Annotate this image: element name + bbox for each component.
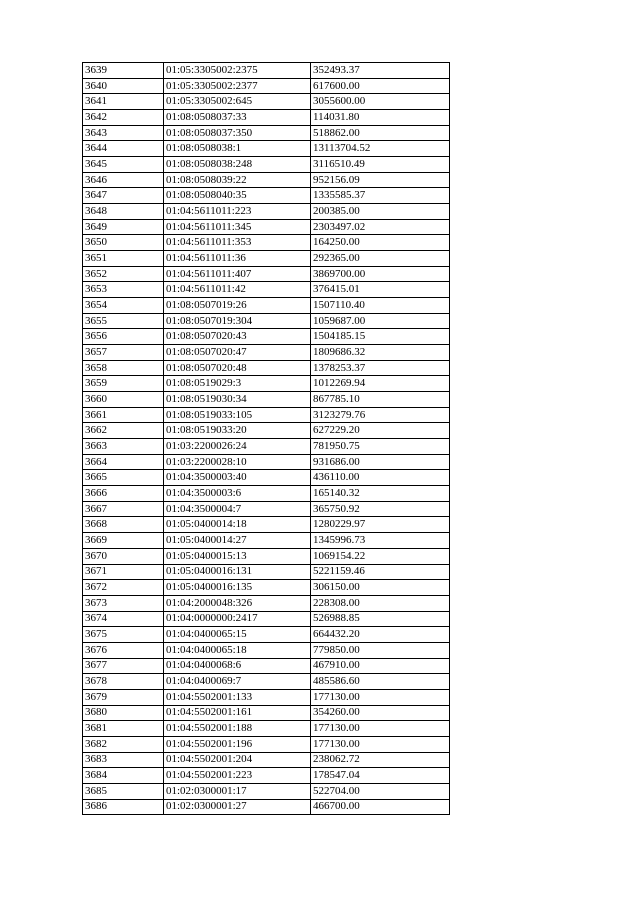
table-row bbox=[83, 674, 450, 690]
value-cell: 2303497.02 bbox=[311, 219, 450, 235]
table-row bbox=[83, 783, 450, 799]
row-number-cell: 3657 bbox=[83, 345, 164, 361]
row-number-cell: 3673 bbox=[83, 595, 164, 611]
row-number-cell: 3652 bbox=[83, 266, 164, 282]
value-cell: 306150.00 bbox=[311, 580, 450, 596]
value-cell: 114031.80 bbox=[311, 110, 450, 126]
table-row bbox=[83, 423, 450, 439]
value-cell: 177130.00 bbox=[311, 721, 450, 737]
row-number-cell: 3643 bbox=[83, 125, 164, 141]
cadastral-number-cell: 01:08:0508037:33 bbox=[164, 110, 311, 126]
cadastral-number-cell: 01:04:5502001:196 bbox=[164, 736, 311, 752]
table-row bbox=[83, 689, 450, 705]
value-cell: 466700.00 bbox=[311, 799, 450, 815]
value-cell: 354260.00 bbox=[311, 705, 450, 721]
cadastral-number-cell: 01:02:0300001:27 bbox=[164, 799, 311, 815]
value-cell: 518862.00 bbox=[311, 125, 450, 141]
table-row bbox=[83, 392, 450, 408]
value-cell: 3116510.49 bbox=[311, 157, 450, 173]
row-number-cell: 3641 bbox=[83, 94, 164, 110]
cadastral-number-cell: 01:05:3305002:645 bbox=[164, 94, 311, 110]
table-row bbox=[83, 188, 450, 204]
value-cell: 1280229.97 bbox=[311, 517, 450, 533]
row-number-cell: 3644 bbox=[83, 141, 164, 157]
value-cell: 1809686.32 bbox=[311, 345, 450, 361]
table-row bbox=[83, 235, 450, 251]
value-cell: 3869700.00 bbox=[311, 266, 450, 282]
table-row bbox=[83, 580, 450, 596]
cadastral-number-cell: 01:04:5611011:345 bbox=[164, 219, 311, 235]
row-number-cell: 3682 bbox=[83, 736, 164, 752]
row-number-cell: 3647 bbox=[83, 188, 164, 204]
row-number-cell: 3667 bbox=[83, 501, 164, 517]
row-number-cell: 3685 bbox=[83, 783, 164, 799]
cadastral-number-cell: 01:05:0400016:135 bbox=[164, 580, 311, 596]
cadastral-number-cell: 01:08:0519033:105 bbox=[164, 407, 311, 423]
value-cell: 13113704.52 bbox=[311, 141, 450, 157]
value-cell: 3123279.76 bbox=[311, 407, 450, 423]
cadastral-number-cell: 01:04:5611011:353 bbox=[164, 235, 311, 251]
row-number-cell: 3669 bbox=[83, 533, 164, 549]
cadastral-number-cell: 01:05:0400015:13 bbox=[164, 548, 311, 564]
cadastral-number-cell: 01:08:0507020:43 bbox=[164, 329, 311, 345]
row-number-cell: 3675 bbox=[83, 627, 164, 643]
cadastral-number-cell: 01:02:0300001:17 bbox=[164, 783, 311, 799]
row-number-cell: 3674 bbox=[83, 611, 164, 627]
cadastral-number-cell: 01:04:2000048:326 bbox=[164, 595, 311, 611]
value-cell: 467910.00 bbox=[311, 658, 450, 674]
cadastral-number-cell: 01:04:5611011:42 bbox=[164, 282, 311, 298]
row-number-cell: 3670 bbox=[83, 548, 164, 564]
table-row bbox=[83, 376, 450, 392]
row-number-cell: 3676 bbox=[83, 642, 164, 658]
cadastral-number-cell: 01:05:0400016:131 bbox=[164, 564, 311, 580]
value-cell: 867785.10 bbox=[311, 392, 450, 408]
cadastral-number-cell: 01:04:0000000:2417 bbox=[164, 611, 311, 627]
table-row bbox=[83, 501, 450, 517]
cadastral-number-cell: 01:05:3305002:2377 bbox=[164, 78, 311, 94]
row-number-cell: 3655 bbox=[83, 313, 164, 329]
row-number-cell: 3649 bbox=[83, 219, 164, 235]
row-number-cell: 3665 bbox=[83, 470, 164, 486]
table-row bbox=[83, 298, 450, 314]
table-row bbox=[83, 752, 450, 768]
cadastral-number-cell: 01:08:0507020:48 bbox=[164, 360, 311, 376]
value-cell: 177130.00 bbox=[311, 689, 450, 705]
row-number-cell: 3645 bbox=[83, 157, 164, 173]
table-row bbox=[83, 360, 450, 376]
value-cell: 436110.00 bbox=[311, 470, 450, 486]
table-row bbox=[83, 94, 450, 110]
cadastral-number-cell: 01:04:5502001:133 bbox=[164, 689, 311, 705]
table-row bbox=[83, 705, 450, 721]
row-number-cell: 3671 bbox=[83, 564, 164, 580]
cadastral-number-cell: 01:03:2200026:24 bbox=[164, 439, 311, 455]
row-number-cell: 3658 bbox=[83, 360, 164, 376]
value-cell: 1069154.22 bbox=[311, 548, 450, 564]
value-cell: 617600.00 bbox=[311, 78, 450, 94]
table-row bbox=[83, 470, 450, 486]
cadastral-number-cell: 01:08:0508038:248 bbox=[164, 157, 311, 173]
table-row bbox=[83, 251, 450, 267]
table-body bbox=[83, 63, 450, 815]
table-row bbox=[83, 533, 450, 549]
table-row bbox=[83, 125, 450, 141]
cadastral-number-cell: 01:08:0508037:350 bbox=[164, 125, 311, 141]
table-row bbox=[83, 721, 450, 737]
row-number-cell: 3646 bbox=[83, 172, 164, 188]
table-row bbox=[83, 407, 450, 423]
value-cell: 1504185.15 bbox=[311, 329, 450, 345]
row-number-cell: 3681 bbox=[83, 721, 164, 737]
table-row bbox=[83, 627, 450, 643]
cadastral-number-cell: 01:04:5611011:36 bbox=[164, 251, 311, 267]
table-row bbox=[83, 266, 450, 282]
value-cell: 522704.00 bbox=[311, 783, 450, 799]
cadastral-number-cell: 01:08:0519033:20 bbox=[164, 423, 311, 439]
value-cell: 952156.09 bbox=[311, 172, 450, 188]
cadastral-number-cell: 01:08:0508038:1 bbox=[164, 141, 311, 157]
row-number-cell: 3640 bbox=[83, 78, 164, 94]
value-cell: 931686.00 bbox=[311, 454, 450, 470]
value-cell: 1507110.40 bbox=[311, 298, 450, 314]
row-number-cell: 3653 bbox=[83, 282, 164, 298]
table-row bbox=[83, 486, 450, 502]
table-row bbox=[83, 219, 450, 235]
cadastral-number-cell: 01:04:5611011:223 bbox=[164, 204, 311, 220]
cadastral-number-cell: 01:08:0508039:22 bbox=[164, 172, 311, 188]
cadastral-number-cell: 01:04:5502001:223 bbox=[164, 768, 311, 784]
value-cell: 1059687.00 bbox=[311, 313, 450, 329]
table-row bbox=[83, 204, 450, 220]
row-number-cell: 3683 bbox=[83, 752, 164, 768]
row-number-cell: 3651 bbox=[83, 251, 164, 267]
cadastral-number-cell: 01:04:3500003:40 bbox=[164, 470, 311, 486]
table-row bbox=[83, 517, 450, 533]
table-row bbox=[83, 172, 450, 188]
value-cell: 485586.60 bbox=[311, 674, 450, 690]
value-cell: 627229.20 bbox=[311, 423, 450, 439]
value-cell: 200385.00 bbox=[311, 204, 450, 220]
table-row bbox=[83, 454, 450, 470]
cadastral-number-cell: 01:04:3500004:7 bbox=[164, 501, 311, 517]
table-row bbox=[83, 110, 450, 126]
value-cell: 292365.00 bbox=[311, 251, 450, 267]
row-number-cell: 3639 bbox=[83, 63, 164, 79]
row-number-cell: 3648 bbox=[83, 204, 164, 220]
cadastral-number-cell: 01:04:3500003:6 bbox=[164, 486, 311, 502]
table-row bbox=[83, 768, 450, 784]
cadastral-number-cell: 01:04:0400068:6 bbox=[164, 658, 311, 674]
value-cell: 228308.00 bbox=[311, 595, 450, 611]
table-row bbox=[83, 595, 450, 611]
cadastral-number-cell: 01:04:5611011:407 bbox=[164, 266, 311, 282]
row-number-cell: 3666 bbox=[83, 486, 164, 502]
table-row bbox=[83, 611, 450, 627]
value-cell: 165140.32 bbox=[311, 486, 450, 502]
row-number-cell: 3668 bbox=[83, 517, 164, 533]
cadastral-number-cell: 01:08:0507020:47 bbox=[164, 345, 311, 361]
table-row bbox=[83, 548, 450, 564]
row-number-cell: 3662 bbox=[83, 423, 164, 439]
cadastral-number-cell: 01:08:0519030:34 bbox=[164, 392, 311, 408]
value-cell: 664432.20 bbox=[311, 627, 450, 643]
table-row bbox=[83, 141, 450, 157]
row-number-cell: 3656 bbox=[83, 329, 164, 345]
cadastral-number-cell: 01:05:3305002:2375 bbox=[164, 63, 311, 79]
cadastral-number-cell: 01:08:0507019:304 bbox=[164, 313, 311, 329]
table-row bbox=[83, 736, 450, 752]
value-cell: 1012269.94 bbox=[311, 376, 450, 392]
cadastral-number-cell: 01:05:0400014:18 bbox=[164, 517, 311, 533]
row-number-cell: 3659 bbox=[83, 376, 164, 392]
value-cell: 781950.75 bbox=[311, 439, 450, 455]
table-row bbox=[83, 658, 450, 674]
table-row bbox=[83, 642, 450, 658]
row-number-cell: 3686 bbox=[83, 799, 164, 815]
cadastral-number-cell: 01:04:0400069:7 bbox=[164, 674, 311, 690]
table-row bbox=[83, 157, 450, 173]
cadastral-number-cell: 01:08:0507019:26 bbox=[164, 298, 311, 314]
cadastral-number-cell: 01:04:0400065:15 bbox=[164, 627, 311, 643]
row-number-cell: 3679 bbox=[83, 689, 164, 705]
row-number-cell: 3663 bbox=[83, 439, 164, 455]
row-number-cell: 3680 bbox=[83, 705, 164, 721]
row-number-cell: 3642 bbox=[83, 110, 164, 126]
value-cell: 526988.85 bbox=[311, 611, 450, 627]
cadastral-number-cell: 01:04:5502001:188 bbox=[164, 721, 311, 737]
row-number-cell: 3650 bbox=[83, 235, 164, 251]
table-row bbox=[83, 439, 450, 455]
value-cell: 779850.00 bbox=[311, 642, 450, 658]
row-number-cell: 3678 bbox=[83, 674, 164, 690]
row-number-cell: 3677 bbox=[83, 658, 164, 674]
row-number-cell: 3684 bbox=[83, 768, 164, 784]
value-cell: 164250.00 bbox=[311, 235, 450, 251]
value-cell: 1335585.37 bbox=[311, 188, 450, 204]
row-number-cell: 3661 bbox=[83, 407, 164, 423]
table-row bbox=[83, 282, 450, 298]
cadastral-number-cell: 01:08:0508040:35 bbox=[164, 188, 311, 204]
table-row bbox=[83, 313, 450, 329]
value-cell: 1378253.37 bbox=[311, 360, 450, 376]
data-table bbox=[82, 62, 450, 815]
cadastral-number-cell: 01:04:5502001:204 bbox=[164, 752, 311, 768]
table-row bbox=[83, 564, 450, 580]
value-cell: 1345996.73 bbox=[311, 533, 450, 549]
row-number-cell: 3664 bbox=[83, 454, 164, 470]
cadastral-number-cell: 01:04:0400065:18 bbox=[164, 642, 311, 658]
value-cell: 178547.04 bbox=[311, 768, 450, 784]
value-cell: 365750.92 bbox=[311, 501, 450, 517]
row-number-cell: 3660 bbox=[83, 392, 164, 408]
table-row bbox=[83, 78, 450, 94]
cadastral-number-cell: 01:03:2200028:10 bbox=[164, 454, 311, 470]
value-cell: 5221159.46 bbox=[311, 564, 450, 580]
cadastral-number-cell: 01:08:0519029:3 bbox=[164, 376, 311, 392]
value-cell: 376415.01 bbox=[311, 282, 450, 298]
table-row bbox=[83, 799, 450, 815]
value-cell: 352493.37 bbox=[311, 63, 450, 79]
row-number-cell: 3672 bbox=[83, 580, 164, 596]
row-number-cell: 3654 bbox=[83, 298, 164, 314]
table-row bbox=[83, 329, 450, 345]
value-cell: 238062.72 bbox=[311, 752, 450, 768]
table-row bbox=[83, 63, 450, 79]
table-row bbox=[83, 345, 450, 361]
value-cell: 177130.00 bbox=[311, 736, 450, 752]
value-cell: 3055600.00 bbox=[311, 94, 450, 110]
cadastral-number-cell: 01:04:5502001:161 bbox=[164, 705, 311, 721]
cadastral-number-cell: 01:05:0400014:27 bbox=[164, 533, 311, 549]
